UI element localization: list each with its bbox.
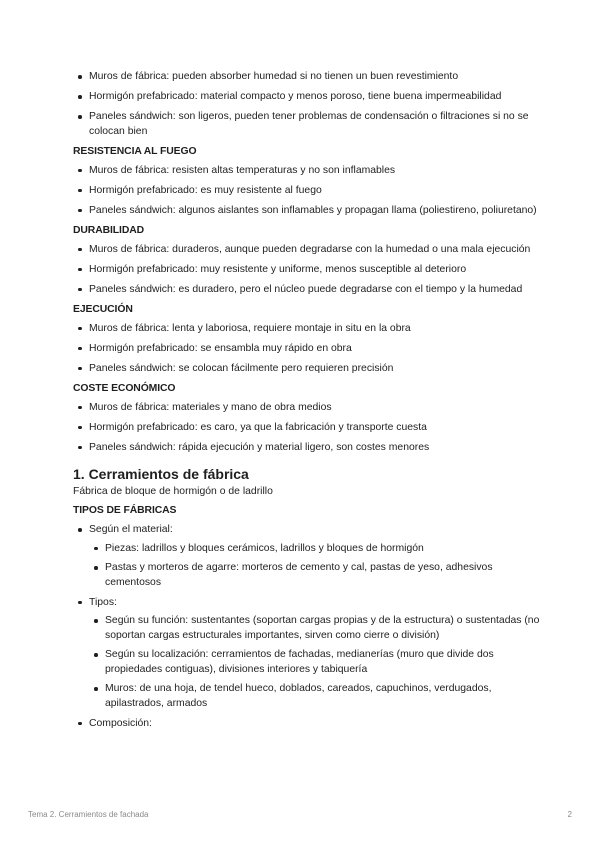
chapter-intro: Fábrica de bloque de hormigón o de ladrillo — [73, 486, 273, 497]
section-heading-fire: RESISTENCIA AL FUEGO — [73, 145, 197, 157]
list-item-label: Tipos: — [89, 596, 117, 608]
list-item: Paneles sándwich: algunos aislantes son inflamables y propagan llama (poliestireno, poliuretano) — [73, 204, 543, 219]
types-list — [73, 523, 543, 731]
list-item: Paneles sándwich: rápida ejecución y material ligero, son costes menores — [73, 441, 543, 456]
sub-list-item: Según su localización: cerramientos de fachadas, medianerías (muro que divide dos propiedades contiguas), divisiones interiores y tabiquería — [89, 648, 543, 677]
section-heading-cost: COSTE ECONÓMICO — [73, 382, 176, 394]
sub-list-item: Según su función: sustentantes (soportan cargas propias y de la estructura) o sustentadas (no soportan cargas estructurales importantes, sirven como cierre o división) — [89, 614, 543, 643]
page-number: 2 — [567, 810, 572, 819]
list-item: Hormigón prefabricado: es caro, ya que la fabricación y transporte cuesta — [73, 421, 543, 436]
list-item: Paneles sándwich: se colocan fácilmente pero requieren precisión — [73, 362, 543, 377]
list-item: Hormigón prefabricado: material compacto y menos poroso, tiene buena impermeabilidad — [73, 90, 543, 105]
list-item-label: Composición: — [89, 717, 152, 729]
footer-title: Tema 2. Cerramientos de fachada — [28, 810, 149, 819]
material-sublist — [89, 542, 543, 591]
tipos-sublist — [89, 614, 543, 711]
execution-list — [73, 322, 543, 377]
list-item: Paneles sándwich: son ligeros, pueden tener problemas de condensación o filtraciones si no se colocan bien — [73, 110, 543, 139]
list-item: Hormigón prefabricado: se ensambla muy rápido en obra — [73, 342, 543, 357]
list-item: Paneles sándwich: es duradero, pero el núcleo puede degradarse con el tiempo y la humedad — [73, 283, 543, 298]
list-item: Muros de fábrica: resisten altas temperaturas y no son inflamables — [73, 164, 543, 179]
section-heading-types: TIPOS DE FÁBRICAS — [73, 505, 177, 516]
chapter-title: 1. Cerramientos de fábrica — [73, 466, 249, 482]
cost-list — [73, 401, 543, 456]
list-item: Muros de fábrica: lenta y laboriosa, requiere montaje in situ en la obra — [73, 322, 543, 337]
top-list — [73, 70, 543, 139]
list-item: Hormigón prefabricado: es muy resistente al fuego — [73, 184, 543, 199]
section-heading-execution: EJECUCIÓN — [73, 303, 133, 315]
durability-list — [73, 243, 543, 298]
list-item: Hormigón prefabricado: muy resistente y uniforme, menos susceptible al deterioro — [73, 263, 543, 278]
list-item: Muros de fábrica: materiales y mano de obra medios — [73, 401, 543, 416]
sub-list-item: Piezas: ladrillos y bloques cerámicos, ladrillos y bloques de hormigón — [89, 542, 543, 557]
sub-list-item: Muros: de una hoja, de tendel hueco, doblados, careados, capuchinos, verdugados, apilastrados, armados — [89, 682, 543, 711]
fire-list — [73, 164, 543, 219]
list-item-material — [73, 523, 543, 590]
list-item-tipos — [73, 596, 543, 712]
section-heading-durability: DURABILIDAD — [73, 224, 145, 236]
list-item-label: Según el material: — [89, 524, 173, 535]
list-item: Muros de fábrica: duraderos, aunque pueden degradarse con la humedad o una mala ejecución — [73, 243, 543, 258]
sub-list-item: Pastas y morteros de agarre: morteros de cemento y cal, pastas de yeso, adhesivos cementosos — [89, 561, 543, 590]
page-content — [73, 70, 543, 737]
list-item-composicion — [73, 717, 543, 732]
list-item: Muros de fábrica: pueden absorber humedad si no tienen un buen revestimiento — [73, 70, 543, 85]
